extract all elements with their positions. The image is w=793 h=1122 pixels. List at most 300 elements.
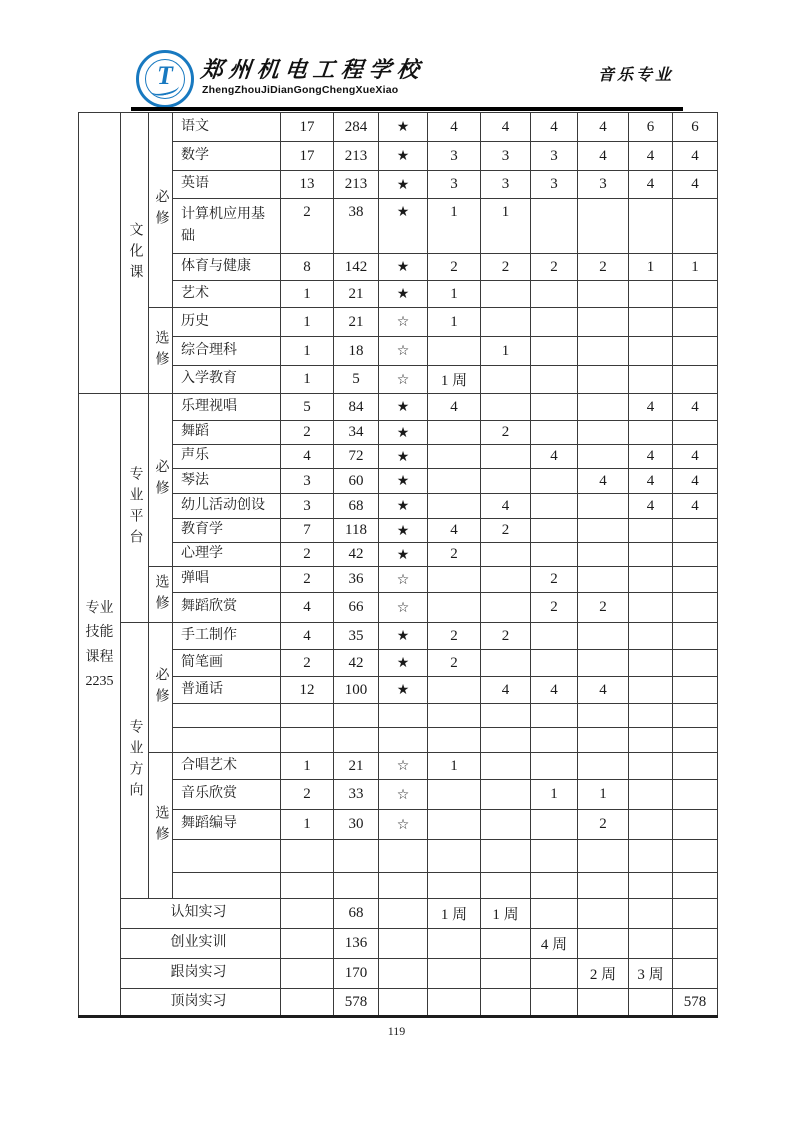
semester-6-cell [673,337,718,366]
semester-3-cell: 1 [531,780,578,810]
semester-5-cell [629,623,673,650]
hours-cell: 213 [334,142,379,171]
semester-1-cell [428,445,481,469]
semester-3-cell: 4 [531,677,578,704]
semester-3-cell [531,199,578,254]
credits-cell: 5 [281,394,334,421]
required-label: 必修 [149,623,173,753]
semester-4-cell [578,753,629,780]
semester-6-cell [673,593,718,623]
semester-1-cell: 1 [428,281,481,308]
course-row [79,677,718,704]
semester-2-cell: 4 [481,494,531,519]
semester-3-cell: 3 [531,142,578,171]
star-cell: ★ [379,445,428,469]
semester-4-cell [578,494,629,519]
semester-6-cell [673,623,718,650]
semester-6-cell [673,366,718,394]
hours-cell: 36 [334,567,379,593]
semester-3-cell: 4 [531,445,578,469]
semester-2-cell [481,810,531,840]
credits-cell: 7 [281,519,334,543]
credits-cell: 12 [281,677,334,704]
semester-4-cell [578,366,629,394]
practice-row [79,929,718,959]
hours-cell: 118 [334,519,379,543]
hours-cell: 33 [334,780,379,810]
semester-1-cell [428,421,481,445]
credits-cell: 2 [281,421,334,445]
credits-cell: 17 [281,113,334,142]
semester-4-cell: 2 [578,810,629,840]
semester-1-cell [428,704,481,728]
semester-2-cell [481,929,531,959]
semester-4-cell [578,728,629,753]
semester-3-cell [531,728,578,753]
star-cell [379,840,428,873]
star-cell: ★ [379,519,428,543]
semester-1-cell: 2 [428,254,481,281]
semester-2-cell: 2 [481,623,531,650]
semester-6-cell [673,899,718,929]
semester-1-cell [428,469,481,494]
semester-4-cell: 4 [578,469,629,494]
practice-row [79,899,718,929]
semester-1-cell [428,337,481,366]
hours-cell [334,728,379,753]
semester-3-cell [531,840,578,873]
star-cell [379,989,428,1017]
credits-cell: 17 [281,142,334,171]
semester-2-cell [481,959,531,989]
semester-5-cell [629,421,673,445]
course-name-cell: 艺术 [173,281,281,308]
course-row [79,394,718,421]
semester-2-cell: 4 [481,113,531,142]
hours-cell: 68 [334,899,379,929]
course-row [79,753,718,780]
credits-cell [281,728,334,753]
course-row [79,199,718,254]
course-row [79,873,718,899]
semester-2-cell: 3 [481,171,531,199]
semester-4-cell: 2 周 [578,959,629,989]
semester-4-cell [578,519,629,543]
star-cell: ★ [379,469,428,494]
course-name-cell: 计算机应用基础 [173,199,281,254]
semester-1-cell [428,780,481,810]
hours-cell: 42 [334,543,379,567]
semester-4-cell [578,929,629,959]
semester-2-cell: 4 [481,677,531,704]
star-cell: ★ [379,171,428,199]
category-culture-course: 文化课 [121,113,149,394]
credits-cell [281,840,334,873]
star-cell: ★ [379,421,428,445]
credits-cell: 1 [281,366,334,394]
semester-4-cell [578,873,629,899]
required-label: 必修 [149,113,173,308]
semester-2-cell [481,593,531,623]
course-row [79,519,718,543]
course-row [79,337,718,366]
course-row [79,494,718,519]
semester-6-cell: 4 [673,394,718,421]
semester-5-cell [629,873,673,899]
course-row [79,113,718,142]
credits-cell: 2 [281,543,334,567]
semester-1-cell [428,810,481,840]
hours-cell [334,840,379,873]
semester-3-cell: 4 周 [531,929,578,959]
semester-1-cell: 4 [428,113,481,142]
hours-cell: 38 [334,199,379,254]
semester-5-cell: 4 [629,171,673,199]
semester-1-cell [428,989,481,1017]
hours-cell: 66 [334,593,379,623]
star-cell: ★ [379,623,428,650]
semester-4-cell: 2 [578,593,629,623]
semester-6-cell [673,728,718,753]
credits-cell: 4 [281,445,334,469]
semester-2-cell: 3 [481,142,531,171]
semester-2-cell [481,308,531,337]
semester-2-cell [481,469,531,494]
semester-6-cell: 6 [673,113,718,142]
course-row [79,469,718,494]
semester-6-cell [673,780,718,810]
page-number: 119 [387,1024,406,1038]
semester-3-cell [531,989,578,1017]
semester-4-cell [578,623,629,650]
semester-5-cell [629,281,673,308]
semester-1-cell: 1 周 [428,366,481,394]
elective-label: 选修 [149,567,173,623]
star-cell [379,728,428,753]
credits-cell: 2 [281,650,334,677]
semester-2-cell [481,543,531,567]
course-name-cell: 体育与健康 [173,254,281,281]
star-cell: ★ [379,281,428,308]
semester-4-cell [578,199,629,254]
course-row [79,281,718,308]
semester-3-cell: 2 [531,593,578,623]
course-row [79,308,718,337]
course-name-cell: 幼儿活动创设 [173,494,281,519]
semester-2-cell [481,567,531,593]
semester-3-cell [531,337,578,366]
course-name-cell: 入学教育 [173,366,281,394]
semester-6-cell [673,421,718,445]
school-pinyin: ZhengZhouJiDianGongChengXueXiao [202,84,399,96]
semester-1-cell: 1 [428,753,481,780]
credits-cell [281,899,334,929]
course-name-cell: 合唱艺术 [173,753,281,780]
hours-cell: 578 [334,989,379,1017]
star-cell: ☆ [379,308,428,337]
course-name-cell: 舞蹈编导 [173,810,281,840]
course-row [79,142,718,171]
course-name-cell: 琴法 [173,469,281,494]
credits-cell: 1 [281,810,334,840]
course-row [79,704,718,728]
star-cell: ☆ [379,810,428,840]
course-row [79,780,718,810]
semester-5-cell [629,677,673,704]
credits-cell: 3 [281,494,334,519]
semester-5-cell: 4 [629,142,673,171]
course-name-cell [173,728,281,753]
star-cell: ☆ [379,366,428,394]
semester-3-cell [531,873,578,899]
hours-cell: 18 [334,337,379,366]
semester-2-cell [481,281,531,308]
semester-2-cell [481,728,531,753]
semester-3-cell [531,704,578,728]
semester-5-cell: 1 [629,254,673,281]
semester-5-cell: 4 [629,494,673,519]
semester-1-cell: 4 [428,519,481,543]
hours-cell: 21 [334,753,379,780]
course-name-cell: 舞蹈欣赏 [173,593,281,623]
course-row [79,567,718,593]
course-row [79,171,718,199]
star-cell [379,704,428,728]
course-name-cell: 舞蹈 [173,421,281,445]
course-name-cell: 音乐欣赏 [173,780,281,810]
semester-5-cell [629,519,673,543]
credits-cell: 2 [281,780,334,810]
semester-2-cell [481,704,531,728]
semester-3-cell [531,366,578,394]
semester-6-cell [673,308,718,337]
semester-5-cell [629,810,673,840]
credits-cell [281,959,334,989]
practice-name-cell: 顶岗实习 [121,989,281,1017]
semester-4-cell [578,308,629,337]
star-cell: ★ [379,543,428,567]
credits-cell: 4 [281,593,334,623]
semester-4-cell [578,421,629,445]
semester-4-cell [578,567,629,593]
hours-cell: 68 [334,494,379,519]
hours-cell: 170 [334,959,379,989]
semester-2-cell: 2 [481,519,531,543]
semester-2-cell [481,650,531,677]
semester-6-cell: 578 [673,989,718,1017]
semester-5-cell: 4 [629,469,673,494]
required-label: 必修 [149,394,173,567]
semester-3-cell: 2 [531,254,578,281]
semester-4-cell [578,445,629,469]
semester-3-cell [531,519,578,543]
semester-3-cell [531,753,578,780]
semester-1-cell: 1 [428,199,481,254]
semester-1-cell: 4 [428,394,481,421]
semester-1-cell [428,959,481,989]
semester-3-cell [531,469,578,494]
major-title: 音乐专业 [598,67,675,84]
practice-row [79,989,718,1017]
semester-2-cell [481,873,531,899]
semester-5-cell [629,728,673,753]
credits-cell: 1 [281,337,334,366]
semester-6-cell [673,873,718,899]
credits-cell: 13 [281,171,334,199]
credits-cell: 1 [281,281,334,308]
semester-2-cell: 1 [481,199,531,254]
hours-cell: 21 [334,308,379,337]
star-cell: ★ [379,394,428,421]
star-cell: ★ [379,677,428,704]
hours-cell: 100 [334,677,379,704]
semester-5-cell [629,929,673,959]
semester-2-cell: 1 [481,337,531,366]
star-cell [379,929,428,959]
hours-cell [334,873,379,899]
star-cell: ★ [379,199,428,254]
semester-6-cell [673,281,718,308]
star-cell [379,959,428,989]
semester-5-cell [629,308,673,337]
semester-1-cell: 2 [428,650,481,677]
star-cell [379,873,428,899]
course-name-cell: 语文 [173,113,281,142]
semester-1-cell: 1 [428,308,481,337]
course-row [79,543,718,567]
semester-5-cell [629,567,673,593]
semester-2-cell [481,780,531,810]
category-empty-cell [79,113,121,394]
semester-1-cell: 3 [428,142,481,171]
semester-6-cell: 4 [673,469,718,494]
semester-5-cell [629,704,673,728]
semester-6-cell [673,199,718,254]
course-row [79,650,718,677]
hours-cell: 5 [334,366,379,394]
semester-5-cell [629,337,673,366]
semester-6-cell [673,929,718,959]
semester-1-cell [428,873,481,899]
semester-2-cell [481,989,531,1017]
course-row [79,445,718,469]
logo-letter: T [157,61,173,90]
course-name-cell: 英语 [173,171,281,199]
star-cell: ★ [379,142,428,171]
semester-3-cell [531,394,578,421]
semester-5-cell [629,989,673,1017]
star-cell: ★ [379,650,428,677]
course-row [79,421,718,445]
semester-1-cell [428,677,481,704]
star-cell: ☆ [379,567,428,593]
credits-cell: 4 [281,623,334,650]
semester-3-cell [531,421,578,445]
semester-6-cell [673,959,718,989]
course-name-cell [173,873,281,899]
semester-6-cell: 4 [673,142,718,171]
semester-4-cell [578,989,629,1017]
star-cell: ★ [379,113,428,142]
semester-6-cell [673,840,718,873]
semester-5-cell [629,650,673,677]
semester-4-cell: 4 [578,113,629,142]
credits-cell [281,989,334,1017]
hours-cell: 136 [334,929,379,959]
elective-label: 选修 [149,753,173,899]
semester-4-cell [578,543,629,567]
semester-5-cell [629,753,673,780]
star-cell [379,899,428,929]
semester-1-cell [428,494,481,519]
semester-3-cell: 3 [531,171,578,199]
credits-cell: 1 [281,753,334,780]
star-cell: ☆ [379,780,428,810]
credits-cell [281,873,334,899]
semester-6-cell [673,810,718,840]
credits-cell: 1 [281,308,334,337]
course-row [79,840,718,873]
subcategory-professional-direction: 专业方向 [121,623,149,899]
semester-5-cell: 3 周 [629,959,673,989]
star-cell: ☆ [379,337,428,366]
semester-4-cell [578,899,629,929]
semester-3-cell [531,308,578,337]
hours-cell: 84 [334,394,379,421]
course-row [79,593,718,623]
semester-1-cell: 2 [428,623,481,650]
credits-cell: 8 [281,254,334,281]
semester-5-cell [629,543,673,567]
semester-5-cell [629,366,673,394]
course-name-cell: 手工制作 [173,623,281,650]
semester-2-cell [481,366,531,394]
semester-4-cell [578,394,629,421]
semester-5-cell: 6 [629,113,673,142]
star-cell: ☆ [379,593,428,623]
semester-5-cell [629,593,673,623]
semester-6-cell [673,519,718,543]
course-row [79,366,718,394]
semester-3-cell [531,623,578,650]
semester-1-cell [428,593,481,623]
hours-cell: 34 [334,421,379,445]
semester-3-cell: 4 [531,113,578,142]
semester-5-cell [629,199,673,254]
semester-3-cell: 2 [531,567,578,593]
semester-3-cell [531,281,578,308]
semester-6-cell: 1 [673,254,718,281]
semester-2-cell [481,445,531,469]
hours-cell: 284 [334,113,379,142]
category-professional-skill: 专业技能课程2235 [79,394,121,1017]
hours-cell: 213 [334,171,379,199]
semester-5-cell [629,780,673,810]
hours-cell: 35 [334,623,379,650]
semester-1-cell: 2 [428,543,481,567]
course-name-cell [173,840,281,873]
course-name-cell: 教育学 [173,519,281,543]
semester-6-cell [673,677,718,704]
semester-1-cell: 3 [428,171,481,199]
credits-cell: 2 [281,567,334,593]
semester-5-cell [629,899,673,929]
semester-3-cell [531,810,578,840]
semester-3-cell [531,959,578,989]
star-cell: ☆ [379,753,428,780]
course-row [79,623,718,650]
semester-2-cell: 1 周 [481,899,531,929]
